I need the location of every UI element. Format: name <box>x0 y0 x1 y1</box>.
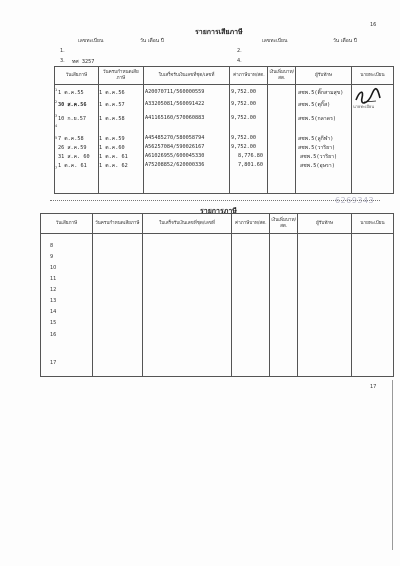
tax-amount: 9,752.00 <box>231 89 256 95</box>
row-number: 4 <box>55 124 58 128</box>
header-title: รายการเสียภาษี <box>195 28 243 36</box>
tax-amount: 9,752.00 <box>231 144 256 150</box>
receipt-number: A33205081/560091422 <box>145 101 205 107</box>
paid-date: 7 ต.ค.58 <box>58 136 84 142</box>
row-number: 17 <box>50 360 57 366</box>
paid-date: 30 ส.ค.56 <box>58 102 87 108</box>
row-number: 10 <box>50 265 57 271</box>
row-number: 14 <box>50 309 57 315</box>
faded-stamp-number: 6269343 <box>335 196 375 205</box>
header-col-reg-2: เลขทะเบียน <box>262 38 288 44</box>
col-header-registrar: นายทะเบียน <box>352 67 394 85</box>
paid-date: 26 ส.ค.59 <box>58 145 87 151</box>
page-number-bottom: 17 <box>370 384 377 390</box>
due-date: 1 ต.ค.58 <box>99 116 125 122</box>
lower-title: รายการภาษี <box>200 207 237 215</box>
due-date: 1 ต.ค.56 <box>99 90 125 96</box>
row-number: 11 <box>50 276 57 282</box>
tax-amount: 8,776.80 <box>238 153 263 159</box>
paid-date: 10 ก.ย.57 <box>58 116 87 122</box>
registration-entry: ทศ 3257 <box>72 59 95 65</box>
paid-date: 1 ต.ค.55 <box>58 90 84 96</box>
paid-date: 31 ส.ค. 60 <box>58 154 90 160</box>
col-header-receipt: ใบเสร็จรับเงินเลขที่ชุด/เลขที่ <box>143 67 230 85</box>
col-header-paid-date: วันเสียภาษี <box>55 67 99 85</box>
col-header-receiver: ผู้รับทักษ <box>298 214 352 234</box>
tax-table-lower <box>40 213 394 377</box>
line-number-3: 3. <box>60 58 65 64</box>
paid-date: 1 ต.ค. 61 <box>58 163 87 169</box>
receiver-name: สชพ.5(วาริยา) <box>298 145 336 151</box>
receiver-name: สชพ.5(ตุกิ๊ส) <box>298 102 331 108</box>
line-number-2: 2. <box>237 48 242 54</box>
col-header-extra: เงินเพิ่มบาท/สต. <box>270 214 298 234</box>
tax-table-upper <box>54 66 394 194</box>
header-col-date-2: วัน เดือน ปี <box>333 38 357 44</box>
receipt-number: A45485270/580058794 <box>145 135 205 141</box>
due-date: 1 ต.ค.57 <box>99 102 125 108</box>
col-header-due-date: วันครบกำหนดเสียภาษี <box>98 67 143 85</box>
row-number: 9 <box>50 254 54 260</box>
row-number: 1 <box>55 88 58 92</box>
separator-line <box>50 200 380 201</box>
receiver-name: สชพ.5(อุษรา) <box>300 163 335 169</box>
receipt-number: A41165160/570060883 <box>145 115 205 121</box>
col-header-due-date: วันครบกำหนดเสียภาษี <box>92 214 142 234</box>
due-date: 1 ต.ค. 62 <box>99 163 128 169</box>
col-header-tax: ค่าภาษีบาท/สต. <box>232 214 270 234</box>
row-number: 16 <box>50 332 57 338</box>
receipt-number: A61026955/600045330 <box>145 153 205 159</box>
row-number: 15 <box>50 320 57 326</box>
row-number: 8 <box>50 243 54 249</box>
col-header-paid-date: วันเสียภาษี <box>41 214 93 234</box>
tax-amount: 7,801.60 <box>238 162 263 168</box>
row-number: 2 <box>55 100 58 104</box>
row-number: 13 <box>50 298 57 304</box>
receiver-name: สชพ.5(ติ๊กสามสุข) <box>298 90 344 96</box>
col-header-receiver: ผู้รับทักษ <box>296 67 352 85</box>
line-number-4: 4. <box>237 58 242 64</box>
due-date: 1 ต.ค. 61 <box>99 154 128 160</box>
receipt-number: A75208852/620000336 <box>145 162 205 168</box>
line-number-1: 1. <box>60 48 65 54</box>
signature-label: นายทะเบียน <box>353 104 375 109</box>
col-header-extra: เงินเพิ่มบาท/สต. <box>268 67 296 85</box>
receipt-number: A20070711/560000559 <box>145 89 205 95</box>
header-col-date-1: วัน เดือน ปี <box>140 38 164 44</box>
receipt-number: A56257084/590026167 <box>145 144 205 150</box>
due-date: 1 ต.ค.60 <box>99 145 125 151</box>
row-number: 3 <box>55 114 58 118</box>
page-number-top: 16 <box>370 22 377 28</box>
row-number: 12 <box>50 287 57 293</box>
receiver-name: สชพ.5(ลูกีฬา) <box>298 136 334 142</box>
col-header-tax: ค่าภาษีบาท/สต. <box>230 67 268 85</box>
tax-amount: 9,752.00 <box>231 101 256 107</box>
tax-amount: 9,752.00 <box>231 135 256 141</box>
col-header-receipt: ใบเสร็จรับเงินเลขที่ชุด/เลขที่ <box>142 214 232 234</box>
row-number: 5 <box>55 136 58 140</box>
page-edge-line <box>392 380 393 550</box>
receiver-name: สชพ.5(วาริยา) <box>300 154 338 160</box>
header-col-reg-1: เลขทะเบียน <box>78 38 104 44</box>
tax-amount: 9,752.00 <box>231 115 256 121</box>
due-date: 1 ต.ค.59 <box>99 136 125 142</box>
row-number: 7 <box>55 166 58 170</box>
col-header-registrar: นายทะเบียน <box>352 214 394 234</box>
receiver-name: สชพ.5(กลาดร) <box>298 116 336 122</box>
